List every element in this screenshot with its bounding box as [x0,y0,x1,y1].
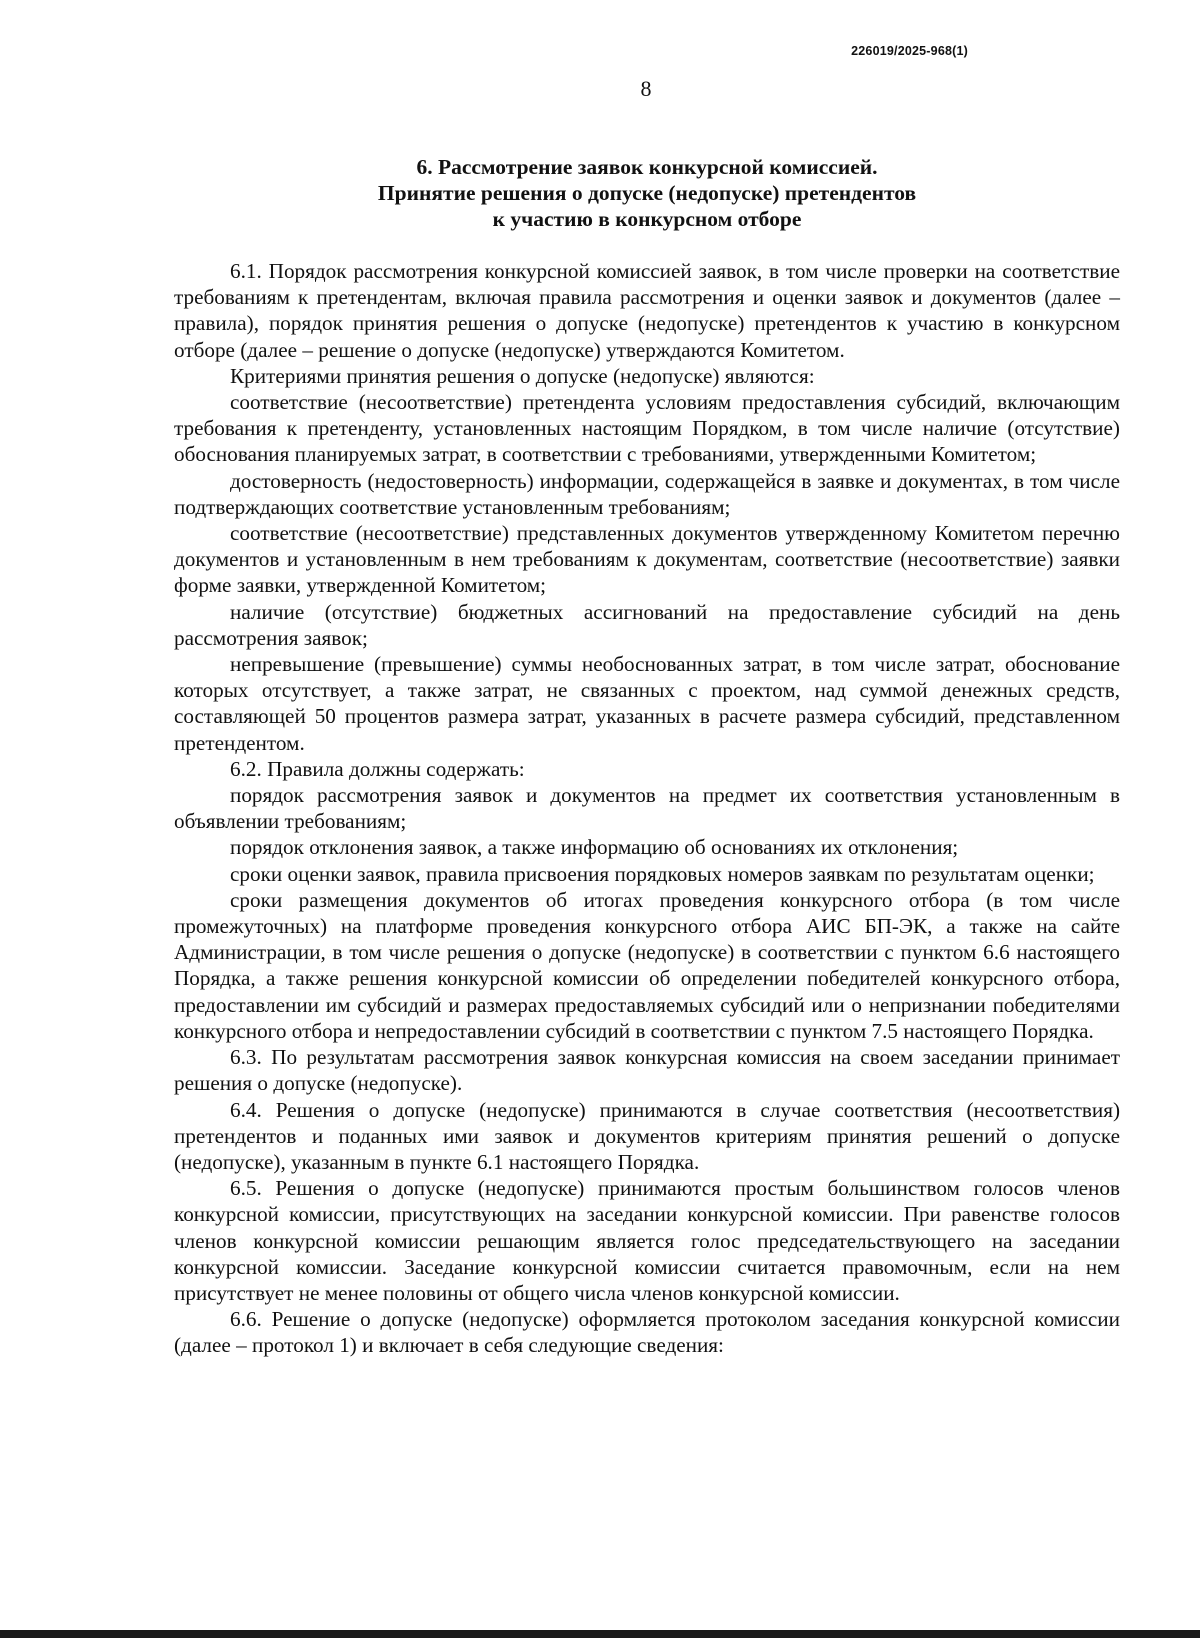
paragraph-criterion: наличие (отсутствие) бюджетных ассигнований на предоставление субсидий на день рассмотрения заявок; [174,599,1120,650]
paragraph-rule: порядок отклонения заявок, а также информацию об основаниях их отклонения; [230,835,959,860]
paragraph-criterion: соответствие (несоответствие) представленных документов утвержденному Комитетом перечню документов и установленным в нем требованиям к документам, соответствие (несоответствие) заявки форме заявки, утвержденной Комитетом; [174,521,1120,598]
paragraph-criterion: достоверность (недостоверность) информации, содержащейся в заявке и документах, в том числе подтверждающих соответствие установленным требованиям; [174,468,1120,519]
paragraph-rule: порядок рассмотрения заявок и документов на предмет их соответствия установленным в объявлении требованиям; [174,783,1120,834]
scan-bottom-edge [0,1630,1200,1638]
paragraph-criterion: соответствие (несоответствие) претендента условиям предоставления субсидий, включающим требования к претенденту, установленных настоящим Порядком, в том числе наличие (отсутствие) обоснования планируемых затрат, в соответствии с требованиями, утвержденными Комитетом; [174,390,1120,467]
paragraph-6-3: 6.3. По результатам рассмотрения заявок конкурсная комиссия на своем заседании принимает решения о допуске (недопуске). [174,1045,1120,1096]
paragraph-6-4: 6.4. Решения о допуске (недопуске) принимаются в случае соответствия (несоответствия) претендентов и поданных ими заявок и документов критериям принятия решений о допуске (недопуске), указанным в пункте 6.1 настоящего Порядка. [174,1097,1120,1174]
paragraph-criteria-intro: Критериями принятия решения о допуске (недопуске) являются: [230,363,815,388]
paragraph-criterion: непревышение (превышение) суммы необоснованных затрат, в том числе затрат, обоснование которых отсутствует, а также затрат, не связанных с проектом, над суммой денежных средств, составляющей 50 процентов размера затрат, указанных в расчете размера субсидий, представленном претендентом. [174,652,1120,755]
document-number: 226019/2025-968(1) [851,44,968,58]
paragraph-6-2: 6.2. Правила должны содержать: [230,756,525,781]
document-body [174,258,1120,1359]
heading-line: Принятие решения о допуске (недопуске) претендентов [377,181,917,205]
paragraph-6-5: 6.5. Решения о допуске (недопуске) принимаются простым большинством голосов членов конкурсной комиссии, присутствующих на заседании конкурсной комиссии. При равенстве голосов членов конкурсной комиссии решающим является голос председательствующего на заседании конкурсной комиссии. Заседание конкурсной комиссии считается правомочным, если на нем присутствует не менее половины от общего числа членов конкурсной комиссии. [174,1176,1120,1305]
heading-line: 6. Рассмотрение заявок конкурсной комиссией. [416,155,878,179]
page-number: 8 [640,76,652,101]
paragraph-6-1: 6.1. Порядок рассмотрения конкурсной комиссией заявок, в том числе проверки на соответствие требованиям к претендентам, включая правила рассмотрения и оценки заявок и документов (далее – правила), порядок принятия решения о допуске (недопуске) претендентов к участию в конкурсном отборе (далее – решение о допуске (недопуске) утверждаются Комитетом. [174,259,1120,362]
paragraph-6-6: 6.6. Решение о допуске (недопуске) оформляется протоколом заседания конкурсной комиссии (далее – протокол 1) и включает в себя следующие сведения: [174,1307,1120,1358]
heading-line: к участию в конкурсном отборе [492,207,802,231]
section-heading [174,154,1120,232]
paragraph-rule: сроки размещения документов об итогах проведения конкурсного отбора (в том числе промежуточных) на платформе проведения конкурсного отбора АИС БП-ЭК, а также на сайте Администрации, в том числе решения о допуске (недопуске) в соответствии с пунктом 6.6 настоящего Порядка, а также решения конкурсной комиссии об определении победителей конкурсного отбора, предоставлении им субсидий и размерах предоставляемых субсидий или о непризнании победителями конкурсного отбора и непредоставлении субсидий в соответствии с пунктом 7.5 настоящего Порядка. [174,887,1120,1043]
paragraph-rule: сроки оценки заявок, правила присвоения порядковых номеров заявкам по результатам оценки; [230,861,1095,886]
